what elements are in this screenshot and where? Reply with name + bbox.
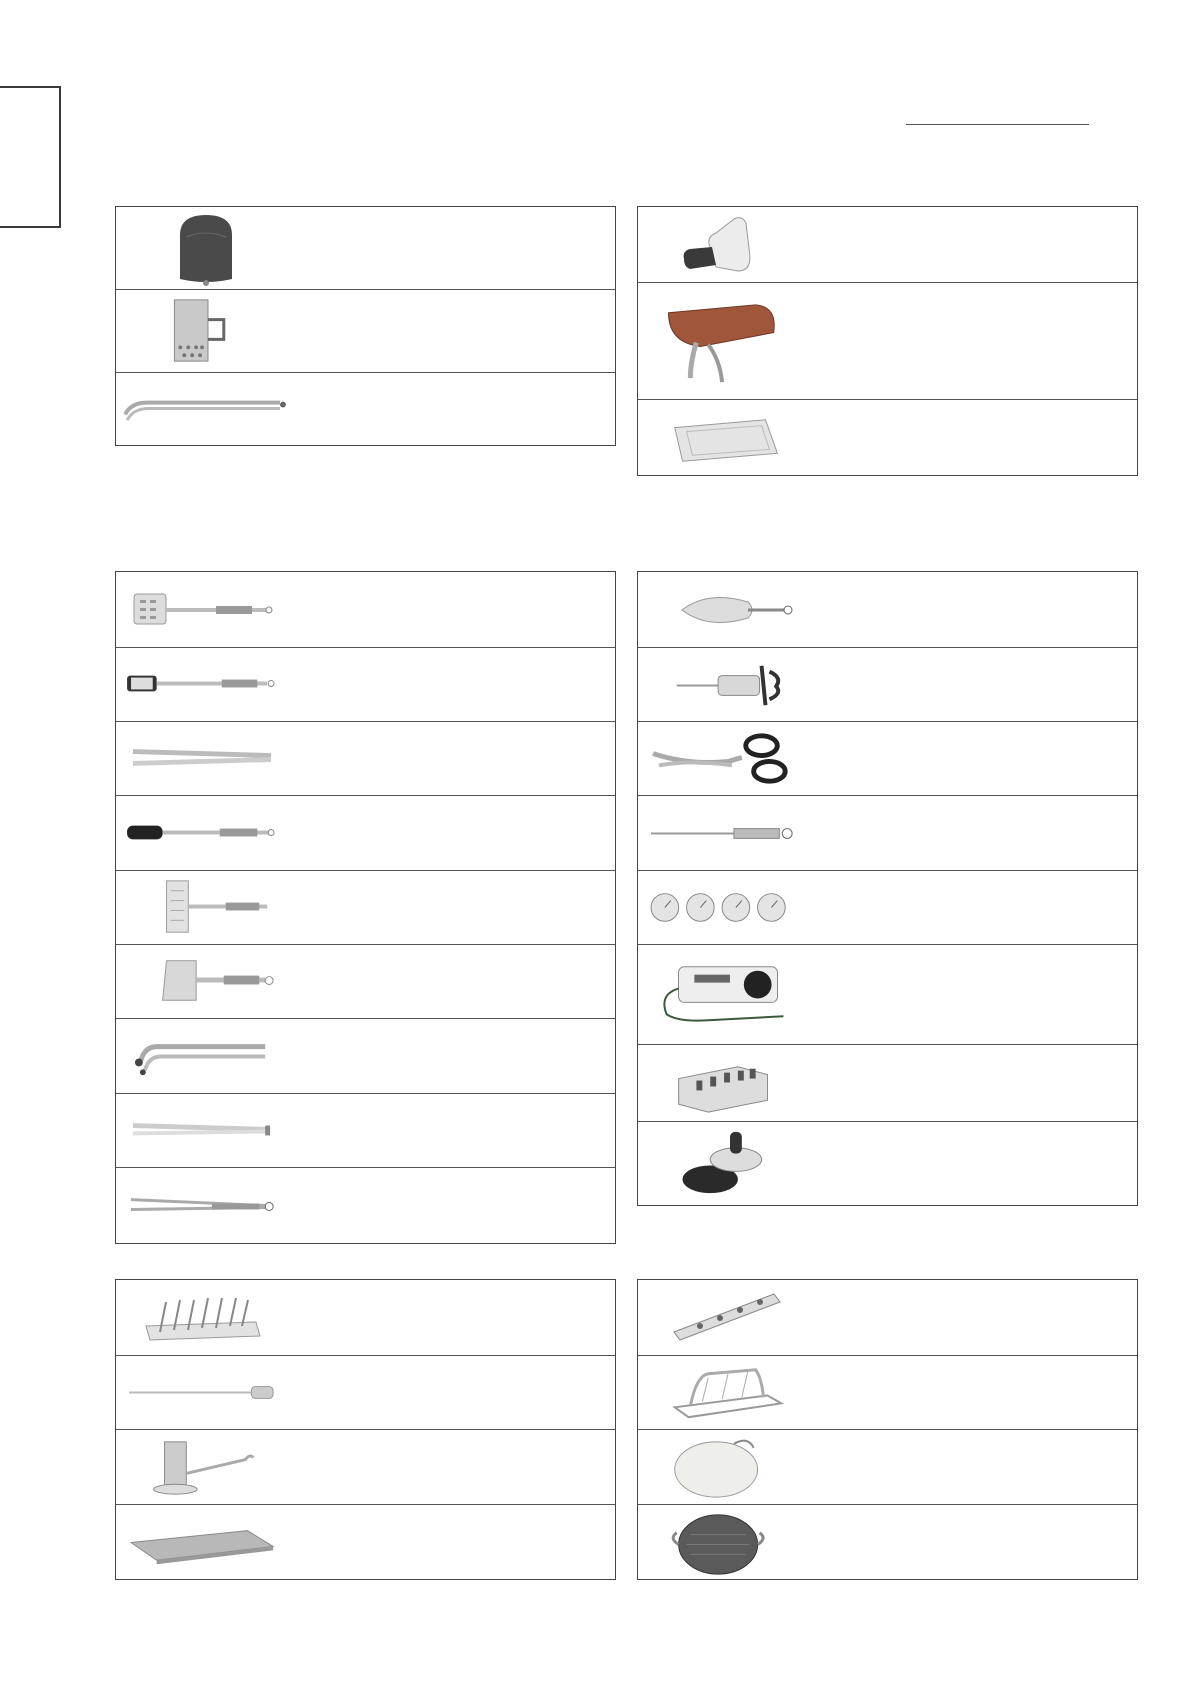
basting-brush-icon: [116, 796, 296, 870]
fish-turner-icon: [116, 871, 296, 944]
list-item: [638, 721, 1137, 795]
list-item: [638, 572, 1137, 647]
accessory-box-bottom-right: [637, 1279, 1138, 1580]
side-table-board-icon: [638, 283, 818, 399]
list-item: [116, 1280, 615, 1355]
list-item: [638, 207, 1137, 282]
accessory-box-top-right: [637, 206, 1138, 476]
grill-tongs-icon: [116, 722, 296, 795]
list-item: [638, 282, 1137, 399]
cedar-plank-icon: [116, 1505, 296, 1581]
list-item: [638, 1280, 1137, 1355]
meat-fork-icon: [116, 1168, 296, 1245]
pizza-stone-icon: [638, 1430, 818, 1504]
accessory-box-mid-right: [637, 571, 1138, 1206]
meat-thermometers-set-icon: [638, 871, 818, 944]
roast-rack-icon: [638, 1356, 818, 1429]
list-item: [116, 795, 615, 870]
accessory-box-mid-left: [115, 571, 616, 1244]
skewer-rack-icon: [638, 1280, 818, 1355]
list-item: [116, 1018, 615, 1093]
list-item: [116, 289, 615, 372]
list-item: [638, 647, 1137, 721]
scraper-icon: [116, 945, 296, 1018]
skewer-icon: [116, 1356, 296, 1429]
burger-press-icon: [638, 1122, 818, 1207]
list-item: [638, 944, 1137, 1044]
list-item: [116, 1504, 615, 1581]
meat-thermometer-probe-icon: [638, 796, 818, 870]
list-item: [638, 1044, 1137, 1121]
list-item: [116, 1429, 615, 1504]
list-item: [116, 572, 615, 647]
header-rule: [906, 124, 1089, 125]
list-item: [116, 1167, 615, 1245]
chimney-starter-icon: [116, 290, 296, 372]
list-item: [116, 1093, 615, 1167]
list-item: [116, 1355, 615, 1429]
poultry-shears-icon: [638, 722, 818, 795]
list-item: [638, 1504, 1137, 1581]
list-item: [116, 372, 615, 447]
grill-brush-icon: [116, 648, 296, 721]
accessory-box-bottom-left: [115, 1279, 616, 1580]
digital-thermometer-icon: [638, 945, 818, 1044]
list-item: [116, 647, 615, 721]
chicken-roaster-icon: [116, 1430, 296, 1504]
grill-gloves-icon: [638, 207, 818, 282]
list-item: [638, 795, 1137, 870]
list-item: [116, 870, 615, 944]
list-item: [638, 399, 1137, 477]
long-tongs-icon: [116, 1094, 296, 1167]
side-tab: [0, 86, 61, 228]
accessory-box-top-left: [115, 206, 616, 446]
fish-basket-icon: [638, 572, 818, 647]
list-item: [638, 870, 1137, 944]
list-item: [116, 207, 615, 289]
grill-cover-icon: [116, 207, 296, 289]
smoker-box-icon: [638, 1045, 818, 1121]
rib-rack-icon: [116, 1280, 296, 1355]
list-item: [638, 1121, 1137, 1207]
slotted-spatula-icon: [116, 572, 296, 647]
list-item: [116, 721, 615, 795]
list-item: [116, 944, 615, 1018]
charcoal-rake-icon: [116, 373, 296, 447]
cast-iron-griddle-icon: [638, 1505, 818, 1581]
aluminium-tray-icon: [638, 400, 818, 477]
list-item: [638, 1429, 1137, 1504]
lid-lifter-icon: [116, 1019, 296, 1093]
list-item: [638, 1355, 1137, 1429]
marinade-injector-icon: [638, 648, 818, 721]
